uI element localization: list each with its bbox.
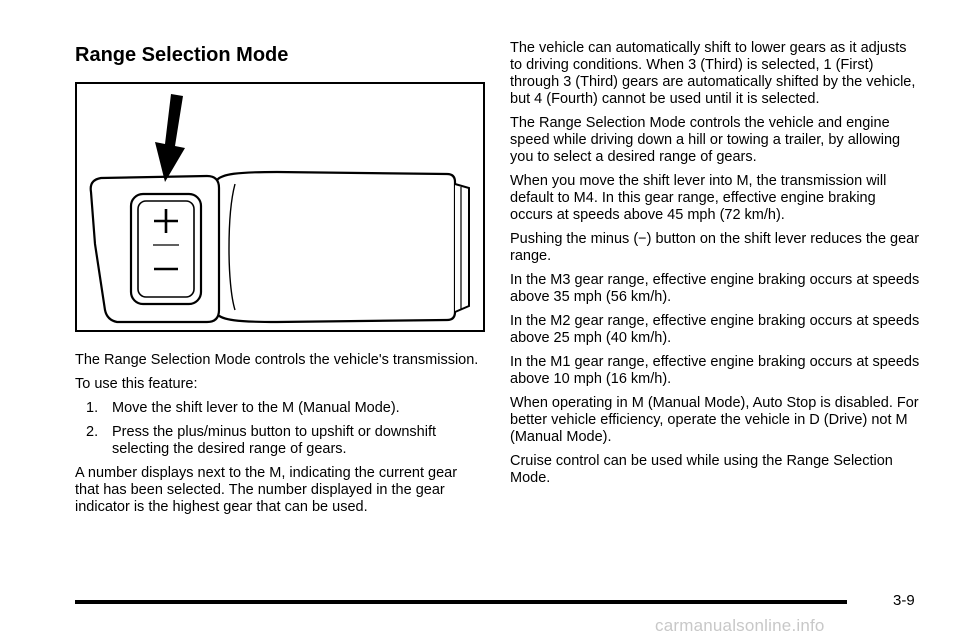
list-item xyxy=(75,400,485,417)
step-number: 2. xyxy=(86,424,99,440)
left-column xyxy=(75,40,485,523)
paragraph: In the M2 gear range, effective engine braking occurs at speeds above 25 mph (40 km/h). xyxy=(510,313,920,346)
paragraph: In the M1 gear range, effective engine braking occurs at speeds above 10 mph (16 km/h). xyxy=(510,354,920,387)
lever-end-cap xyxy=(455,184,469,312)
shift-lever-illustration xyxy=(75,82,485,332)
gear-note-paragraph: A number displays next to the M, indicating the current gear that has been selected. The number displayed in the gear indicator is the highest gear that can be used. xyxy=(75,465,458,515)
page-number: 3-9 xyxy=(893,592,915,609)
steps-list xyxy=(75,400,485,458)
intro-paragraph: The Range Selection Mode controls the vehicle's transmission. xyxy=(75,352,479,368)
paragraph: When you move the shift lever into M, the transmission will default to M4. In this gear range, effective engine braking occurs at speeds above 45 mph (72 km/h). xyxy=(510,173,887,223)
shift-lever-drawing xyxy=(77,84,483,330)
paragraph: The Range Selection Mode controls the vehicle and engine speed while driving down a hill or towing a trailer, by allowing you to select a desired range of gears. xyxy=(510,115,901,165)
footer-rule xyxy=(75,600,847,604)
paragraph: Cruise control can be used while using the Range Selection Mode. xyxy=(510,453,893,486)
to-use-heading: To use this feature: xyxy=(75,376,198,392)
paragraph: Pushing the minus (−) button on the shift lever reduces the gear range. xyxy=(510,231,920,264)
step-text: Press the plus/minus button to upshift or downshift selecting the desired range of gears. xyxy=(112,424,437,457)
section-title: Range Selection Mode xyxy=(75,44,289,66)
watermark: carmanualsonline.info xyxy=(655,616,825,635)
paragraph: The vehicle can automatically shift to lower gears as it adjusts to driving conditions. When 3 (Third) is selected, 1 (First) through 3 (Third) gears are automatically shifted by the vehicle, but 4 (Fourth) cannot be used until it is selected. xyxy=(510,40,916,107)
step-text: Move the shift lever to the M (Manual Mode). xyxy=(112,400,400,416)
step-number: 1. xyxy=(86,400,99,416)
down-arrow-icon xyxy=(155,94,185,182)
paragraph: When operating in M (Manual Mode), Auto Stop is disabled. For better vehicle efficiency, operate the vehicle in D (Drive) not M (Manual Mode). xyxy=(510,395,919,445)
right-column xyxy=(510,40,922,494)
paragraph: In the M3 gear range, effective engine braking occurs at speeds above 35 mph (56 km/h). xyxy=(510,272,920,305)
list-item xyxy=(75,424,485,458)
lever-body xyxy=(217,172,455,322)
